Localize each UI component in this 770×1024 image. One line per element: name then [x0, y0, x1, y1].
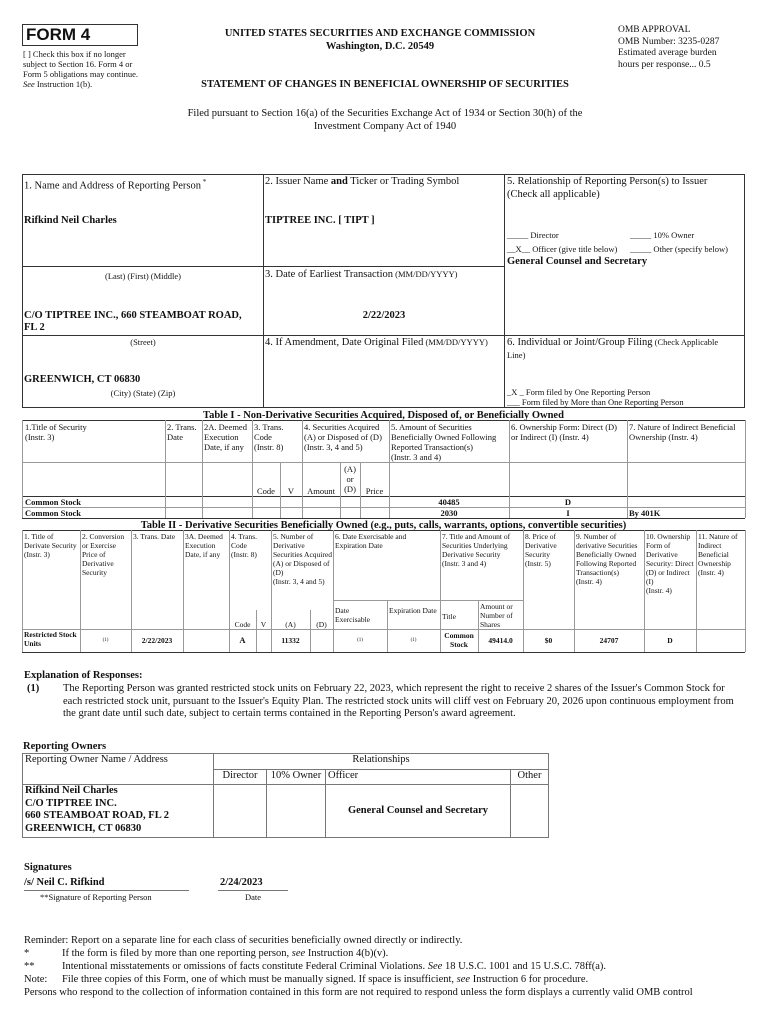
city-value: GREENWICH, CT 06830: [24, 374, 141, 385]
t1-sub-code: Code: [257, 486, 275, 496]
note-text-a: File three copies of this Form, one of which must be manually signed. If space is insufficient,: [62, 974, 457, 985]
signature-date: 2/24/2023: [220, 877, 263, 888]
filer-info-frame: [22, 174, 745, 408]
owners-col-name: Reporting Owner Name / Address: [23, 754, 214, 785]
box6-label-text: 6. Individual or Joint/Group Filing: [507, 337, 653, 348]
signatures-title: Signatures: [24, 862, 72, 873]
divider: [22, 462, 745, 463]
divider: [644, 530, 645, 652]
divider: [263, 174, 264, 408]
divider: [263, 266, 505, 267]
star2-see: See: [427, 961, 443, 972]
footnote-double-star-text: [62, 961, 606, 974]
t2-sub-d: (D): [316, 620, 327, 629]
t1-row2-form: I: [566, 508, 570, 518]
star1-see: see: [291, 948, 306, 959]
t1-sub-aord: (A) or (D): [344, 464, 356, 494]
box5-label-1: 5. Relationship of Reporting Person(s) to Issuer: [507, 176, 708, 187]
owners-col-other: Other: [511, 769, 549, 785]
more-persons-option[interactable]: ___ Form filed by More than One Reporting Person: [507, 397, 684, 407]
divider: [22, 496, 745, 497]
box3-label: [265, 269, 457, 282]
t1-col-date: 2. Trans. Date: [167, 422, 197, 442]
owners-row: [23, 785, 549, 838]
check-box-text: [ ] Check this box if no longer subject to Section 16. Form 4 or Form 5 obligations may continue.: [23, 49, 138, 79]
divider: [333, 600, 523, 601]
divider: [271, 530, 272, 652]
box1-label: [24, 176, 206, 193]
signature-label: **Signature of Reporting Person: [40, 892, 152, 902]
divider: [523, 530, 524, 652]
date-label: Date: [245, 892, 262, 902]
omb-title: OMB APPROVAL: [618, 25, 691, 35]
star1-text-a: If the form is filed by more than one reporting person,: [62, 948, 292, 959]
box6-label-small-2: Line): [507, 349, 526, 360]
t2-col-underlying: 7. Title and Amount of Securities Underlying Derivative Security (Instr. 3 and 4): [442, 532, 511, 568]
divider: [22, 266, 264, 267]
t2-sub-v: V: [260, 620, 267, 629]
owners-title: Reporting Owners: [23, 741, 107, 752]
issuer-name: TIPTREE INC. [ TIPT ]: [265, 215, 375, 226]
t1-sub-v: V: [287, 486, 295, 496]
box2-label-a: 2. Issuer Name: [265, 176, 331, 187]
t2-col-exercisable: 6. Date Exercisable and Expiration Date: [335, 532, 407, 550]
owner-director-cell: [214, 785, 267, 838]
table2-title-text: Table II - Derivative Securities Beneficially Owned (e.g., puts, calls, warrants, options, convertible securities): [140, 520, 627, 531]
box2-label-b: Ticker or Trading Symbol: [347, 176, 460, 187]
instruction-text: Instruction 1(b).: [34, 79, 93, 89]
persons-notice: Persons who respond to the collection of information contained in this form are not required to respond unless the form displays a currently valid OMB control: [24, 987, 693, 998]
t2-sub-amount: Amount or Number of Shares: [480, 602, 513, 629]
director-checkbox[interactable]: _____ Director: [507, 230, 559, 240]
filed-pursuant-1: Filed pursuant to Section 16(a) of the Securities Exchange Act of 1934 or Section 30(h) of the: [187, 108, 583, 119]
t2-row-owned: 24707: [599, 636, 619, 645]
divider: [574, 530, 575, 652]
t1-row2-amount: 2030: [440, 508, 458, 518]
divider: [333, 530, 334, 652]
owners-col-ten-pct: 10% Owner: [267, 769, 326, 785]
t1-col-nature: 7. Nature of Indirect Beneficial Ownership (Instr. 4): [629, 422, 736, 442]
owner-address: [23, 785, 214, 838]
divider: [22, 652, 745, 653]
divider: [745, 420, 746, 518]
t1-sub-amount: Amount: [307, 486, 335, 496]
t1-row2-title: Common Stock: [25, 508, 81, 518]
form-title: FORM 4: [26, 25, 91, 44]
owner-officer-cell: General Counsel and Secretary: [326, 785, 511, 838]
t2-row-u-amount: 49414.0: [488, 636, 513, 645]
divider: [263, 335, 745, 336]
divider: [165, 420, 166, 518]
omb-approval: [618, 25, 719, 71]
divider: [745, 530, 746, 652]
divider: [696, 530, 697, 652]
t2-col-conversion: 2. Conversion or Exercise Price of Derivative Security: [82, 532, 125, 577]
officer-title: General Counsel and Secretary: [507, 256, 648, 267]
star2-text-a: Intentional misstatements or omissions of facts constitute Federal Criminal Violations.: [62, 961, 428, 972]
agency-location: Washington, D.C. 20549: [325, 41, 435, 52]
divider: [183, 530, 184, 652]
t2-col-ownership-form: 10. Ownership Form of Derivative Security: Direct (D) or Indirect (I) (Instr. 4): [646, 532, 694, 595]
owner-other-cell: [511, 785, 549, 838]
divider: [256, 610, 257, 652]
t2-row-conv: [80, 636, 131, 647]
t1-row1-title: Common Stock: [25, 497, 81, 507]
owner-address-line: C/O TIPTREE INC.: [25, 797, 117, 809]
owners-col-director: Director: [214, 769, 267, 785]
explanation-number: (1): [27, 683, 40, 694]
box4-label-small: (MM/DD/YYYY): [423, 337, 488, 347]
t2-col-trans-date: 3. Trans. Date: [133, 532, 176, 541]
divider: [22, 420, 23, 518]
t2-sub-exercisable: Date Exercisable: [335, 606, 370, 624]
owners-col-relationships: Relationships: [214, 754, 549, 770]
omb-hours: hours per response... 0.5: [618, 59, 711, 70]
note-text-b: Instruction 6 for procedure.: [470, 974, 589, 985]
t2-col-code: 4. Trans. Code (Instr. 8): [231, 532, 258, 559]
signature-name: /s/ Neil C. Rifkind: [24, 877, 105, 888]
t2-row-form: D: [667, 636, 673, 645]
ten-percent-owner-checkbox[interactable]: _____ 10% Owner: [630, 230, 695, 240]
t2-sub-title: Title: [442, 612, 456, 621]
box4-label: [265, 337, 488, 350]
explanation-title: Explanation of Responses:: [24, 670, 143, 681]
street-value-1: C/O TIPTREE INC., 660 STEAMBOAT ROAD,: [24, 310, 242, 321]
t1-row2-nature: By 401K: [629, 508, 661, 518]
explanation-text: The Reporting Person was granted restricted stock units on February 22, 2023, which represent the right to receive 2 shares of the Issuer's Common Stock for each restricted stock unit, pursuant to the Issuer's Equity Plan. The restricted stock units will cliff vest on February 20, 2026 upon continuous employment from the grant date until such date, subject to certain terms contained in the Reporting Person's award agreement.: [63, 683, 734, 719]
divider: [22, 530, 23, 652]
note-text: [62, 974, 588, 987]
box3-label-text: 3. Date of Earliest Transaction: [265, 269, 394, 280]
divider: [22, 420, 745, 421]
table1-title: Table I - Non-Derivative Securities Acquired, Disposed of, or Beneficially Owned: [203, 410, 564, 421]
box1-label-star: *: [201, 178, 207, 186]
t2-row-u-title: Common Stock: [444, 631, 474, 649]
owner-ten-pct-cell: [267, 785, 326, 838]
t2-row-price: $0: [544, 636, 553, 645]
box6-label-small: (Check Applicable: [652, 337, 719, 347]
star2-text-b: 18 U.S.C. 1001 and 15 U.S.C. 78ff(a).: [442, 961, 607, 972]
divider: [504, 174, 505, 408]
divider: [202, 420, 203, 518]
divider: [22, 335, 264, 336]
one-person-option[interactable]: _X _ Form filed by One Reporting Person: [507, 387, 651, 397]
officer-checkbox[interactable]: __X__ Officer (give title below): [507, 244, 618, 254]
earliest-transaction-date: 2/22/2023: [362, 310, 406, 321]
t2-sub-a: (A): [285, 620, 296, 629]
owners-header-row: [23, 754, 549, 770]
divider: [22, 518, 745, 519]
footnote-star-text: [62, 948, 388, 961]
footnote-star: *: [24, 948, 30, 959]
street-value-2: FL 2: [24, 322, 45, 333]
note-see: see: [456, 974, 471, 985]
t2-row-date: 2/22/2023: [141, 636, 173, 645]
other-checkbox[interactable]: _____ Other (specify below): [630, 244, 728, 254]
agency-name: UNITED STATES SECURITIES AND EXCHANGE COMMISSION: [224, 28, 536, 39]
owner-address-line: Rifkind Neil Charles: [25, 785, 118, 796]
t2-col-nature: 11. Nature of Indirect Beneficial Ownership (Instr. 4): [698, 532, 738, 577]
t2-sub-expiration: Expiration Date: [389, 606, 437, 615]
owners-table: [22, 753, 549, 838]
t2-row-exp-ref: (1): [410, 638, 417, 643]
star1-text-b: Instruction 4(b)(v).: [305, 948, 389, 959]
t2-col-deemed: 3A. Deemed Execution Date, if any: [185, 532, 223, 559]
t2-row-code: A: [239, 635, 246, 645]
box5-label-2: (Check all applicable): [507, 188, 600, 200]
omb-number: OMB Number: 3235-0287: [618, 36, 720, 47]
t1-col-deemed: 2A. Deemed Execution Date, if any: [204, 422, 247, 452]
note-label: Note:: [24, 974, 48, 985]
reporting-person-name: Rifkind Neil Charles: [24, 215, 117, 226]
owners-col-officer: Officer: [326, 769, 511, 785]
divider: [310, 610, 311, 652]
divider: [252, 420, 253, 518]
divider: [80, 530, 81, 652]
t1-col-acquired: 4. Securities Acquired (A) or Disposed of (D) (Instr. 3, 4 and 5): [304, 422, 382, 452]
t2-col-title: 1. Title of Derivate Security (Instr. 3): [24, 532, 77, 559]
t2-col-number: 5. Number of Derivative Securities Acquired (A) or Disposed of (D) (Instr. 3, 4 and 5): [273, 532, 332, 586]
divider: [131, 530, 132, 652]
city-label: (City) (State) (Zip): [110, 388, 176, 398]
signature-line: [24, 890, 189, 891]
box2-label: [265, 176, 459, 189]
t2-col-price: 8. Price of Derivative Security (Instr. 5): [525, 532, 557, 568]
check-box-notice: [23, 49, 149, 89]
street-label: (Street): [130, 337, 156, 347]
box6-label: [507, 337, 743, 362]
t1-col-ownership-form: 6. Ownership Form: Direct (D) or Indirect (I) (Instr. 4): [511, 422, 617, 442]
owner-address-line: 660 STEAMBOAT ROAD, FL 2: [25, 810, 170, 821]
date-line: [218, 890, 288, 891]
box5-label: [507, 176, 743, 201]
t2-row-exer-ref: (1): [357, 638, 363, 643]
t1-row1-amount: 40485: [438, 497, 460, 507]
name-parts-label: (Last) (First) (Middle): [104, 271, 181, 281]
t2-row-a: 11332: [281, 636, 300, 645]
t1-col-code: 3. Trans. Code (Instr. 8): [254, 422, 284, 452]
see-italic: See: [23, 79, 35, 89]
t2-col-owned: 9. Number of derivative Securities Beneficially Owned Following Reported Transaction(s) (Instr. 4): [576, 532, 638, 586]
owner-address-line: GREENWICH, CT 06830: [25, 822, 142, 834]
divider: [229, 530, 230, 652]
t2-row-title: Restricted Stock Units: [24, 630, 77, 648]
box4-label-text: 4. If Amendment, Date Original Filed: [265, 337, 424, 348]
footnote-double-star: **: [24, 961, 35, 972]
t1-col-amount-owned: 5. Amount of Securities Beneficially Owned Following Reported Transaction(s) (Instr. 3 and 4): [391, 422, 497, 462]
omb-burden: Estimated average burden: [618, 48, 717, 58]
box3-label-small: (MM/DD/YYYY): [393, 269, 458, 279]
t1-col-title: 1.Title of Security (Instr. 3): [25, 422, 87, 442]
filed-pursuant-2: Investment Company Act of 1940: [313, 121, 457, 132]
t1-sub-price: Price: [365, 486, 384, 496]
t2-row-exer: [333, 636, 387, 647]
t2-row-exp: [387, 636, 440, 647]
t2-row-conv-ref: (1): [102, 638, 109, 643]
reminder-text: Reminder: Report on a separate line for each class of securities beneficially owned directly or indirectly.: [24, 935, 463, 946]
box1-label-text: 1. Name and Address of Reporting Person: [24, 180, 202, 192]
t2-sub-code: Code: [234, 620, 251, 629]
box2-label-and: and: [330, 176, 348, 187]
t1-row1-form: D: [564, 497, 572, 507]
divider: [627, 420, 628, 518]
statement-title: STATEMENT OF CHANGES IN BENEFICIAL OWNERSHIP OF SECURITIES: [201, 79, 569, 90]
